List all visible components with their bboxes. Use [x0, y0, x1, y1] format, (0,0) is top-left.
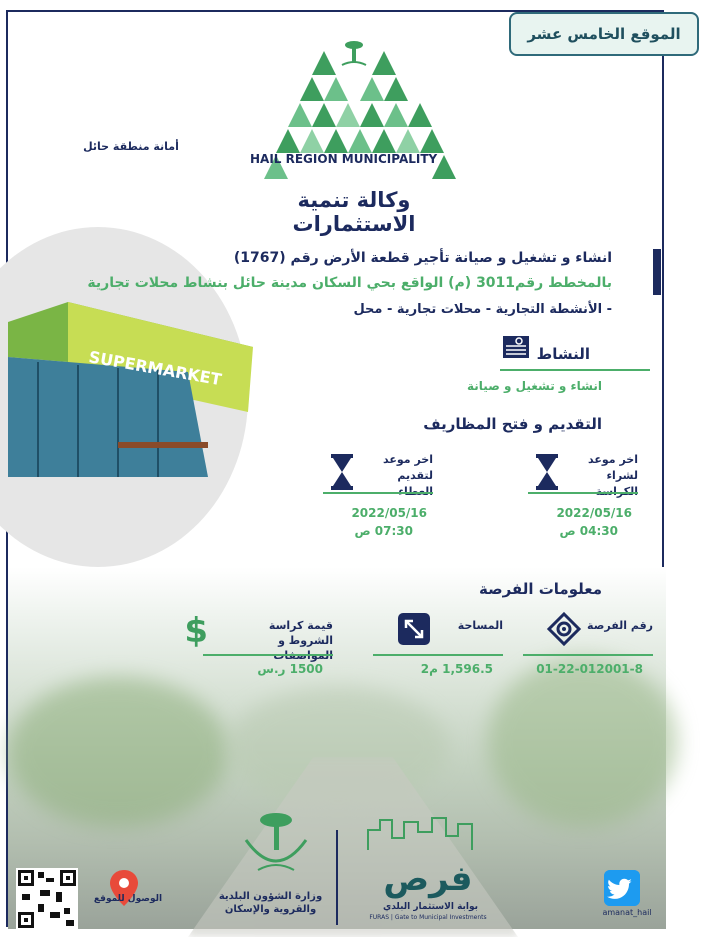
footer-separator: [336, 830, 338, 925]
opportunity-underline: [203, 654, 333, 656]
title-accent-bar: [653, 249, 661, 295]
deadline-underline: [528, 492, 638, 494]
opportunity-number: [513, 612, 653, 676]
activity-label: النشاط: [536, 345, 590, 363]
activity-underline: [500, 369, 650, 371]
deadline-time: 04:30 ص: [559, 524, 618, 538]
hourglass-icon: [329, 454, 355, 490]
deadline-bid: [303, 452, 433, 552]
ministry-text: وزارة الشؤون البلدية والقروية والإسكان: [218, 891, 323, 915]
opportunity-label: رقم الفرصة: [587, 619, 653, 632]
deadline-time: 07:30 ص: [354, 524, 413, 538]
target-icon: [547, 612, 581, 646]
document-search-icon: [501, 332, 531, 362]
logo-arabic-text: أمانة منطقة حائل: [83, 140, 179, 153]
deadline-brochure: [508, 452, 638, 552]
title-line-2: بالمخطط رقم3011 (م) الواقع بحي السكان مدينة حائل بنشاط محلات تجارية: [87, 275, 612, 291]
opportunity-label: المساحة: [457, 619, 503, 632]
deadline-date: 2022/05/16: [556, 506, 632, 520]
municipality-logo: [244, 34, 474, 194]
title-line-1: انشاء و تشغيل و صيانة تأجير قطعة الأرض رقم (1767): [233, 250, 612, 266]
supermarket-illustration: [8, 302, 258, 482]
opportunity-price: [184, 611, 333, 676]
deadline-label: اخر موعد لتقديم: [383, 453, 433, 482]
store-sign: SUPERMARKET: [87, 347, 223, 390]
dollar-icon: [184, 611, 237, 651]
svg-text:$: $: [184, 611, 208, 651]
visit-site-link[interactable]: الوصول للموقع: [93, 894, 163, 904]
activity-value: انشاء و تشغيل و صيانة: [467, 379, 602, 393]
twitter-handle[interactable]: amanat_hail: [602, 908, 652, 917]
furas-logo: [358, 810, 498, 930]
qr-code-icon[interactable]: [16, 868, 78, 930]
title-line-3: - الأنشطة التجارية - محلات تجارية - محل: [353, 302, 612, 317]
opportunity-value: 1,596.5 م2: [420, 662, 493, 676]
deadline-underline: [323, 492, 433, 494]
furas-english: FURAS | Gate to Municipal Investments: [369, 914, 487, 921]
deadline-date: 2022/05/16: [351, 506, 427, 520]
opportunity-value: 01-22-012001-8: [536, 662, 643, 676]
opportunity-underline: [373, 654, 503, 656]
area-icon: [397, 612, 431, 646]
agency-title: وكالة تنمية الاستثمارات: [292, 188, 416, 236]
twitter-icon[interactable]: [604, 870, 640, 906]
deadline-label: اخر موعد لشراء: [588, 453, 638, 482]
opportunity-underline: [523, 654, 653, 656]
poster-frame: [6, 10, 664, 927]
opportunity-value: 1500 ر.س: [257, 662, 323, 676]
furas-wordmark: فرص: [383, 859, 473, 899]
hourglass-icon: [534, 454, 560, 490]
furas-subtitle: بوابة الاستثمار البلدي: [382, 902, 479, 912]
apply-title: التقديم و فتح المظاريف: [423, 415, 602, 433]
logo-english-text: HAIL REGION MUNICIPALITY: [250, 152, 438, 166]
opportunity-area: [363, 612, 503, 676]
site-number-tag: الموقع الخامس عشر: [509, 12, 699, 56]
opportunity-title: معلومات الفرصة: [479, 580, 602, 598]
opportunity-label: قيمة كراسة الشروط و: [268, 619, 333, 647]
footer: [8, 810, 666, 929]
